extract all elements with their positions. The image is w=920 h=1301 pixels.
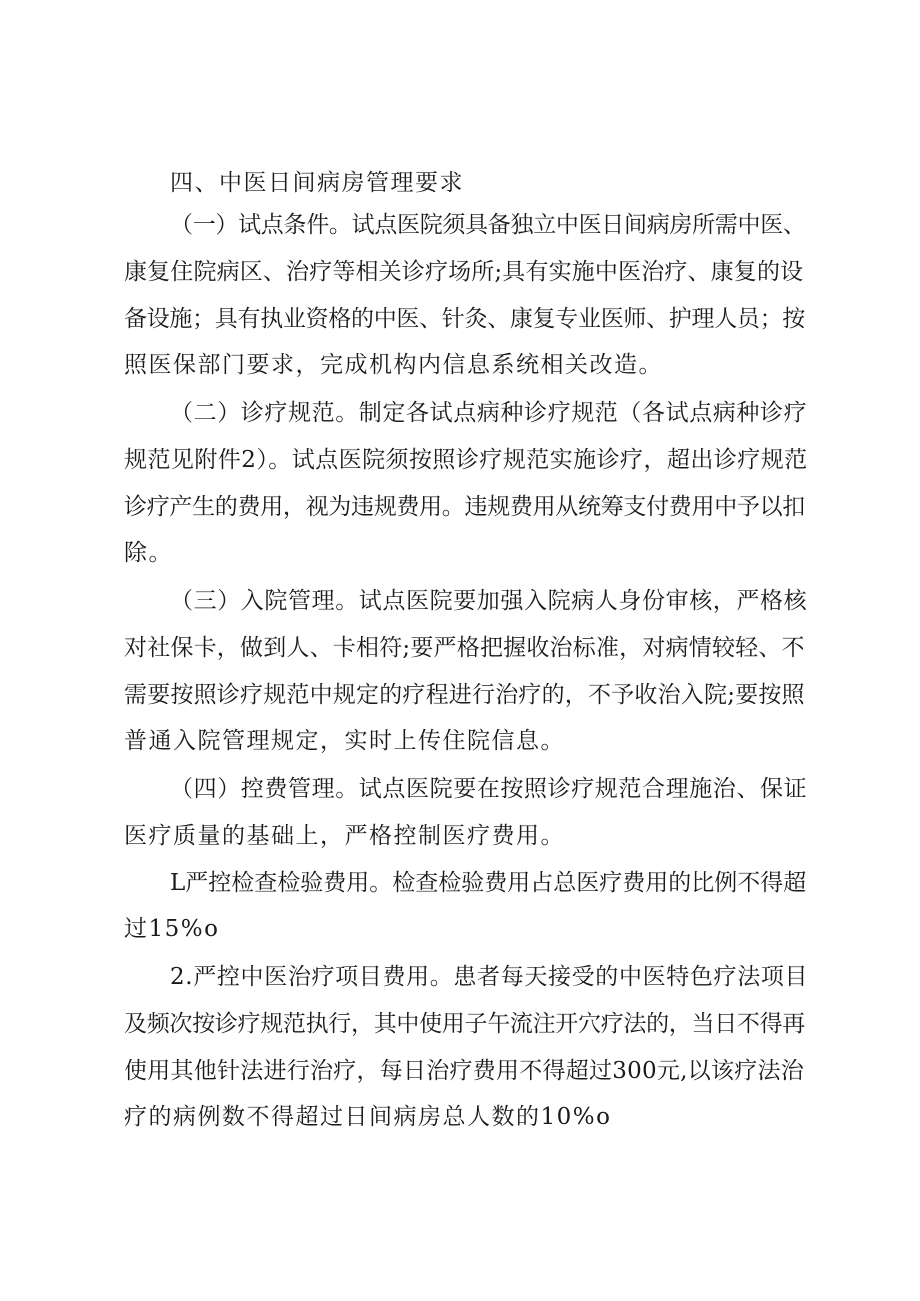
paragraph-4-line-2: 医疗质量的基础上，严格控制医疗费用。 bbox=[124, 823, 565, 849]
paragraph-2-line-2: 规范见附件2）。试点医院须按照诊疗规范实施诊疗，超出诊疗规范 bbox=[124, 447, 808, 473]
paragraph-1-line-2: 康复住院病区、治疗等相关诊疗场所;具有实施中医治疗、康复的设 bbox=[124, 259, 804, 285]
paragraph-4-line-1: （四）控费管理。试点医院要在按照诊疗规范合理施治、保证 bbox=[170, 776, 808, 802]
paragraph-2-line-4: 除。 bbox=[124, 540, 173, 566]
paragraph-2-line-1: （二）诊疗规范。制定各试点病种诊疗规范（各试点病种诊疗 bbox=[170, 400, 808, 426]
paragraph-3-line-1: （三）入院管理。试点医院要加强入院病人身份审核，严格核 bbox=[170, 588, 808, 614]
paragraph-2-line-3: 诊疗产生的费用，视为违规费用。违规费用从统筹支付费用中予以扣 bbox=[124, 494, 806, 520]
paragraph-1-line-1: （一）试点条件。试点医院须具备独立中医日间病房所需中医、 bbox=[170, 212, 806, 238]
paragraph-1-line-3: 备设施；具有执业资格的中医、针灸、康复专业医师、护理人员；按 bbox=[124, 306, 806, 332]
paragraph-6-line-4: 疗的病例数不得超过日间病房总人数的10%o bbox=[124, 1104, 612, 1130]
paragraph-1-line-4: 照医保部门要求，完成机构内信息系统相关改造。 bbox=[124, 352, 663, 378]
paragraph-6-line-1: 2.严控中医治疗项目费用。患者每天接受的中医特色疗法项目 bbox=[170, 964, 809, 990]
section-heading: 四、中医日间病房管理要求 bbox=[170, 170, 464, 196]
paragraph-3-line-3: 需要按照诊疗规范中规定的疗程进行治疗的，不予收治入院;要按照 bbox=[124, 682, 805, 708]
paragraph-6-line-2: 及频次按诊疗规范执行，其中使用子午流注开穴疗法的，当日不得再 bbox=[124, 1011, 806, 1037]
paragraph-3-line-4: 普通入院管理规定，实时上传住院信息。 bbox=[124, 728, 565, 754]
paragraph-3-line-2: 对社保卡，做到人、卡相符;要严格把握收治标准，对病情较轻、不 bbox=[124, 635, 805, 661]
paragraph-5-line-2: 过15%o bbox=[124, 916, 220, 942]
paragraph-5-line-1: L严控检查检验费用。检查检验费用占总医疗费用的比例不得超 bbox=[170, 870, 807, 896]
paragraph-6-line-3: 使用其他针法进行治疗，每日治疗费用不得超过300元,以该疗法治 bbox=[124, 1058, 804, 1084]
